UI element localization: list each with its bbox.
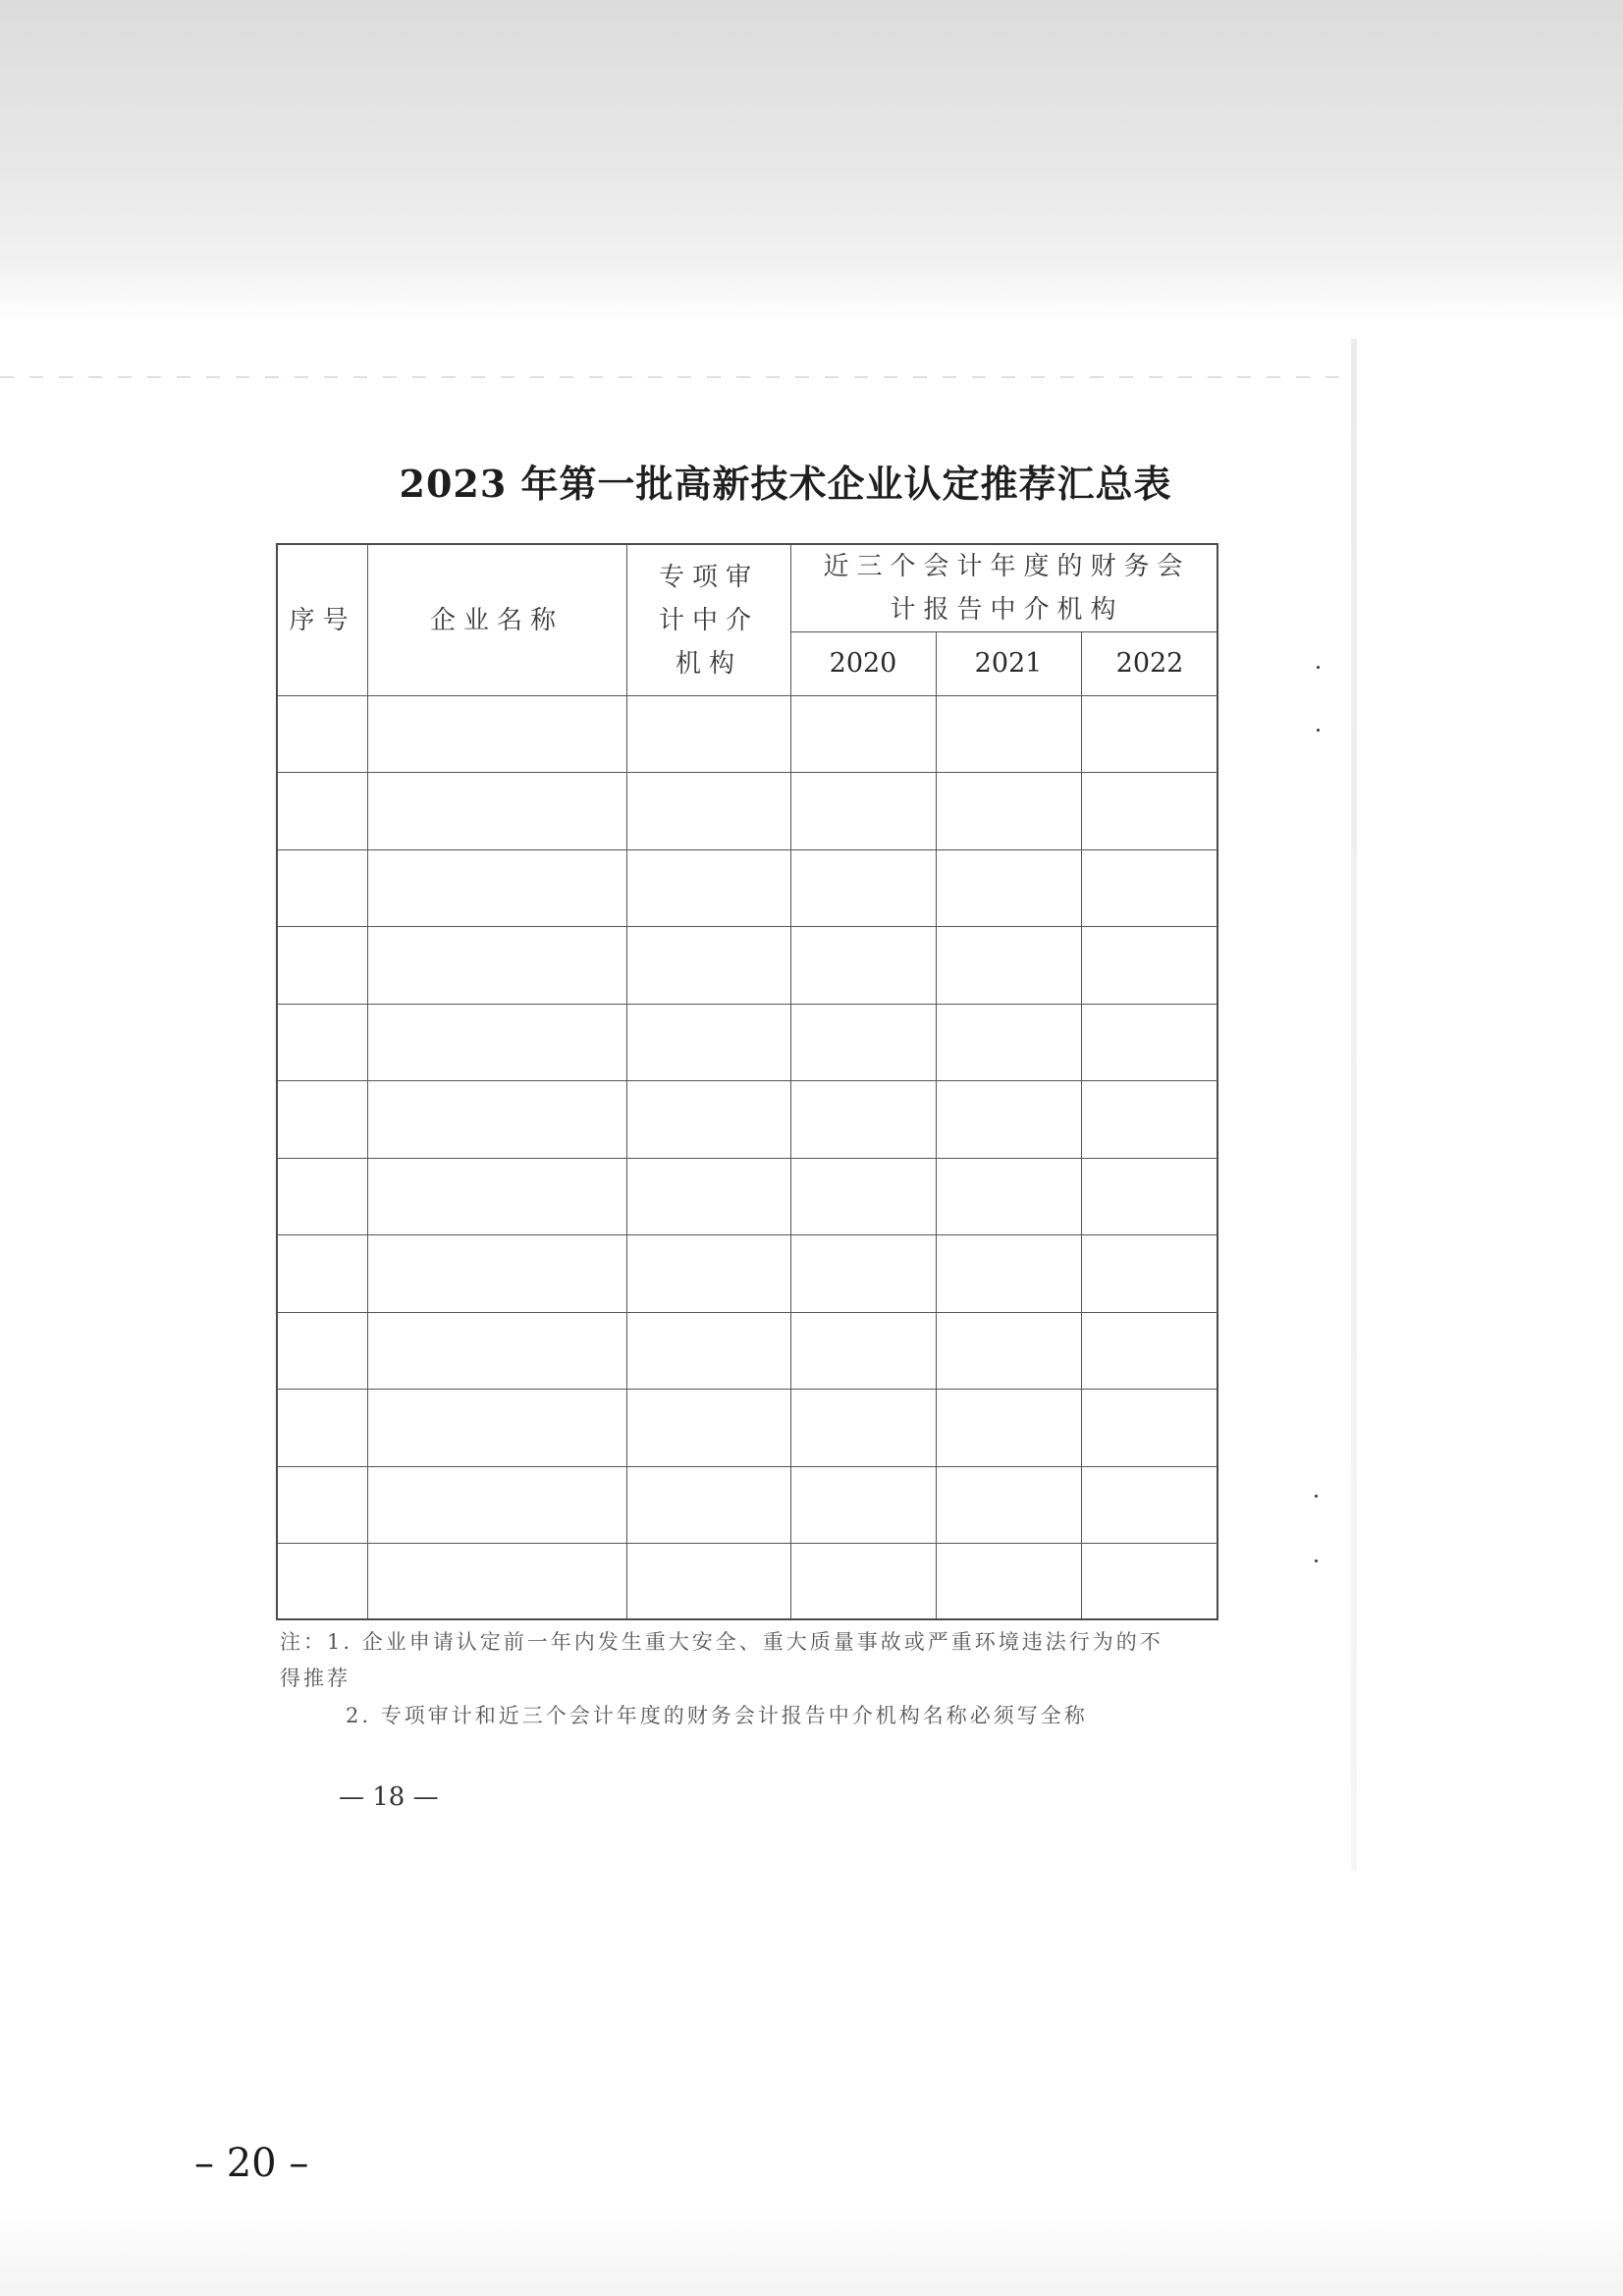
scan-speck [1315, 1495, 1318, 1498]
scan-shadow-top [0, 0, 1623, 324]
header-company-name: 企业名称 [429, 605, 564, 635]
inner-page-number: — 18 — [339, 1782, 439, 1812]
header-year-2021: 2021 [974, 647, 1043, 679]
note-1-line-2: 得推荐 [280, 1667, 351, 1690]
header-year-2020: 2020 [829, 647, 897, 679]
note-2: 2. 专项审计和近三个会计年度的财务会计报告中介机构名称必须写全称 [346, 1704, 1088, 1727]
note-1-line-1: 注：1. 企业申请认定前一年内发生重大安全、重大质量事故或严重环境违法行为的不 [280, 1630, 1163, 1654]
header-report-agency: 近三个会计年度的财务会计报告中介机构 [823, 552, 1191, 625]
scan-shadow-right [1351, 339, 1357, 1871]
scan-shadow-bottom [0, 2210, 1623, 2296]
scan-speck [1315, 1559, 1318, 1562]
summary-table [276, 543, 1218, 1620]
scan-artifact-line [0, 376, 1355, 378]
scan-speck [1317, 666, 1320, 669]
outer-page-number: – 20 – [194, 2141, 309, 2186]
header-audit-agency: 专项审计中介机构 [658, 562, 759, 679]
header-year-2022: 2022 [1115, 647, 1184, 679]
page-title: 2023 年第一批高新技术企业认定推荐汇总表 [399, 462, 1172, 506]
header-seq: 序号 [289, 605, 356, 635]
scan-speck [1317, 729, 1320, 732]
